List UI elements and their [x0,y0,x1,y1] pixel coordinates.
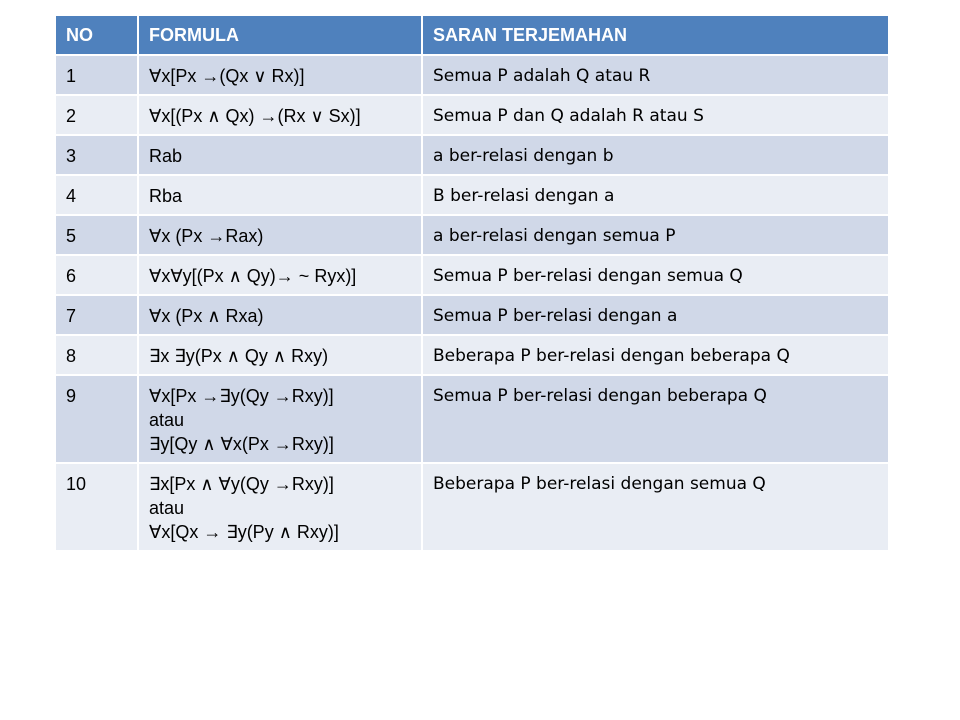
formula-cell [138,175,422,215]
formula-cell [138,295,422,335]
formula-line: ∀x (Px ∧ Rxa) [149,306,264,326]
table-row [56,55,888,95]
formula-cell [138,335,422,375]
row-number: 3 [56,135,138,175]
translation-cell: Beberapa P ber-relasi dengan semua Q [422,463,888,550]
formula-cell [138,215,422,255]
formula-cell [138,255,422,295]
formula-cell [138,135,422,175]
formula-line: atau [149,498,185,518]
formula-cell [138,463,422,550]
translation-cell: Semua P dan Q adalah R atau S [422,95,888,135]
row-number: 5 [56,215,138,255]
table-row [56,255,888,295]
table-row [56,215,888,255]
formula-line: Rba [149,186,183,206]
formula-cell [138,375,422,463]
formula-cell [138,95,422,135]
formula-line: ∀x[(Px ∧ Qx) →(Rx ∨ Sx)] [149,106,361,126]
formula-line: ∀x[Px →∃y(Qy →Rxy)] [149,386,334,406]
row-number: 10 [56,463,138,550]
table-body [56,55,888,550]
header-formula: FORMULA [138,16,422,55]
translation-cell: B ber-relasi dengan a [422,175,888,215]
header-no: NO [56,16,138,55]
translation-cell: Semua P ber-relasi dengan semua Q [422,255,888,295]
header-translation: SARAN TERJEMAHAN [422,16,888,55]
translation-cell: a ber-relasi dengan b [422,135,888,175]
formula-line: ∃x[Px ∧ ∀y(Qy →Rxy)] [149,474,334,494]
row-number: 1 [56,55,138,95]
formula-line: ∀x (Px →Rax) [149,226,264,246]
table-row [56,463,888,550]
logic-translation-table [56,16,888,550]
table-row [56,135,888,175]
translation-cell: a ber-relasi dengan semua P [422,215,888,255]
translation-cell: Beberapa P ber-relasi dengan beberapa Q [422,335,888,375]
table-header [56,16,888,55]
table-row [56,295,888,335]
translation-cell: Semua P ber-relasi dengan a [422,295,888,335]
formula-line: ∃x ∃y(Px ∧ Qy ∧ Rxy) [149,346,329,366]
table-row [56,175,888,215]
header-row [56,16,888,55]
formula-cell [138,55,422,95]
table-row [56,95,888,135]
row-number: 4 [56,175,138,215]
translation-cell: Semua P ber-relasi dengan beberapa Q [422,375,888,463]
translation-cell: Semua P adalah Q atau R [422,55,888,95]
formula-line: ∀x∀y[(Px ∧ Qy)→ ~ Ryx)] [149,266,357,286]
table-row [56,375,888,463]
table-row [56,335,888,375]
row-number: 7 [56,295,138,335]
row-number: 9 [56,375,138,463]
formula-line: Rab [149,146,183,166]
formula-line: ∀x[Px →(Qx ∨ Rx)] [149,66,305,86]
formula-line: atau [149,410,185,430]
row-number: 6 [56,255,138,295]
row-number: 2 [56,95,138,135]
row-number: 8 [56,335,138,375]
formula-line: ∃y[Qy ∧ ∀x(Px →Rxy)] [149,434,334,454]
formula-line: ∀x[Qx → ∃y(Py ∧ Rxy)] [149,522,339,542]
